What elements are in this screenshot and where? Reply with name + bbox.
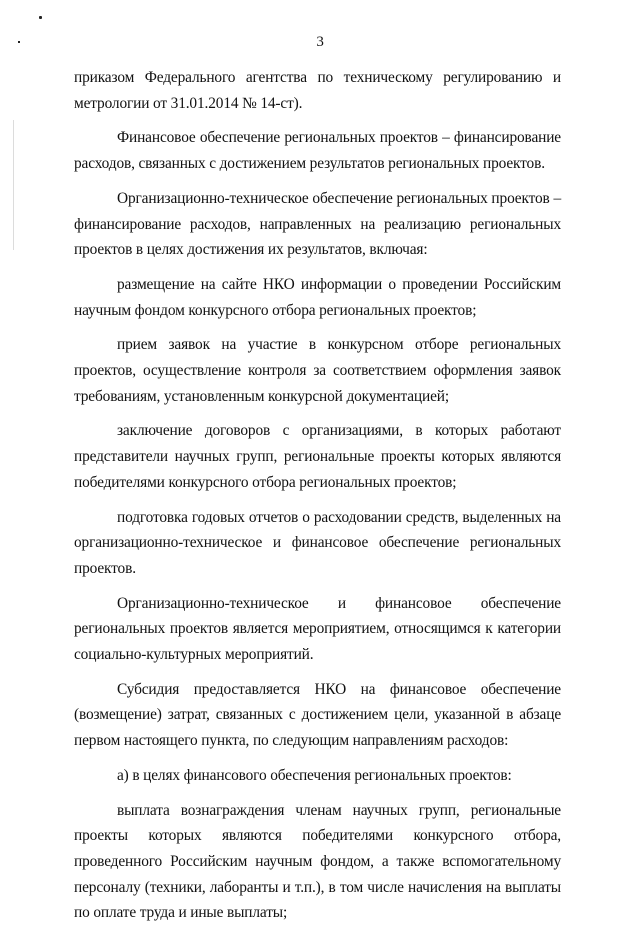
scan-edge-line [13,120,14,250]
paragraph-continuation: приказом Федерального агентства по техническому регулированию и метрологии от 31.01.2014 № 14-ст). [74,69,561,112]
paragraph-financial-support: Финансовое обеспечение региональных проектов – финансирование расходов, связанных с достижением результатов региональных проектов. [74,129,561,173]
paragraph-category: Организационно-техническое и финансовое обеспечение региональных проектов является мероприятием, относящимся к категории социально-культурных мероприятий. [74,594,561,664]
paragraph-item-applications: прием заявок на участие в конкурсном отборе региональных проектов, осуществление контроля за соответствием оформления заявок требованиям, установленным конкурсной документацией; [74,336,561,405]
paragraph-organizational-support: Организационно-техническое обеспечение региональных проектов – финансирование расходов, направленных на реализацию региональных проектов в целях достижения их результатов, включая: [74,189,561,259]
paragraph-item-contracts: заключение договоров с организациями, в которых работают представители научных групп, региональные проекты которых являются победителями конкурсного отбора региональных проектов; [74,422,561,491]
paragraph-subsidy: Субсидия предоставляется НКО на финансовое обеспечение (возмещение) затрат, связанных с достижением цели, указанной в абзаце первом настоящего пункта, по следующим направлениям расходов: [74,680,561,750]
page-number: 3 [316,34,324,50]
scan-speck [39,16,42,19]
document-body [74,65,561,935]
paragraph-item-website: размещение на сайте НКО информации о проведении Российским научным фондом конкурсного отбора региональных проектов; [74,275,561,319]
paragraph-item-reports: подготовка годовых отчетов о расходовании средств, выделенных на организационно-техническое и финансовое обеспечение региональных проектов. [74,508,561,577]
paragraph-subsection-a: а) в целях финансового обеспечения региональных проектов: [117,766,512,784]
paragraph-remuneration: выплата вознаграждения членам научных групп, региональные проекты которых являются победителями конкурсного отбора, проведенного Российским научным фондом, а также вспомогательному персоналу (техники, лаборанты и т.п.), в том числе начисления на выплаты по оплате труда и иные выплаты; [74,801,561,922]
